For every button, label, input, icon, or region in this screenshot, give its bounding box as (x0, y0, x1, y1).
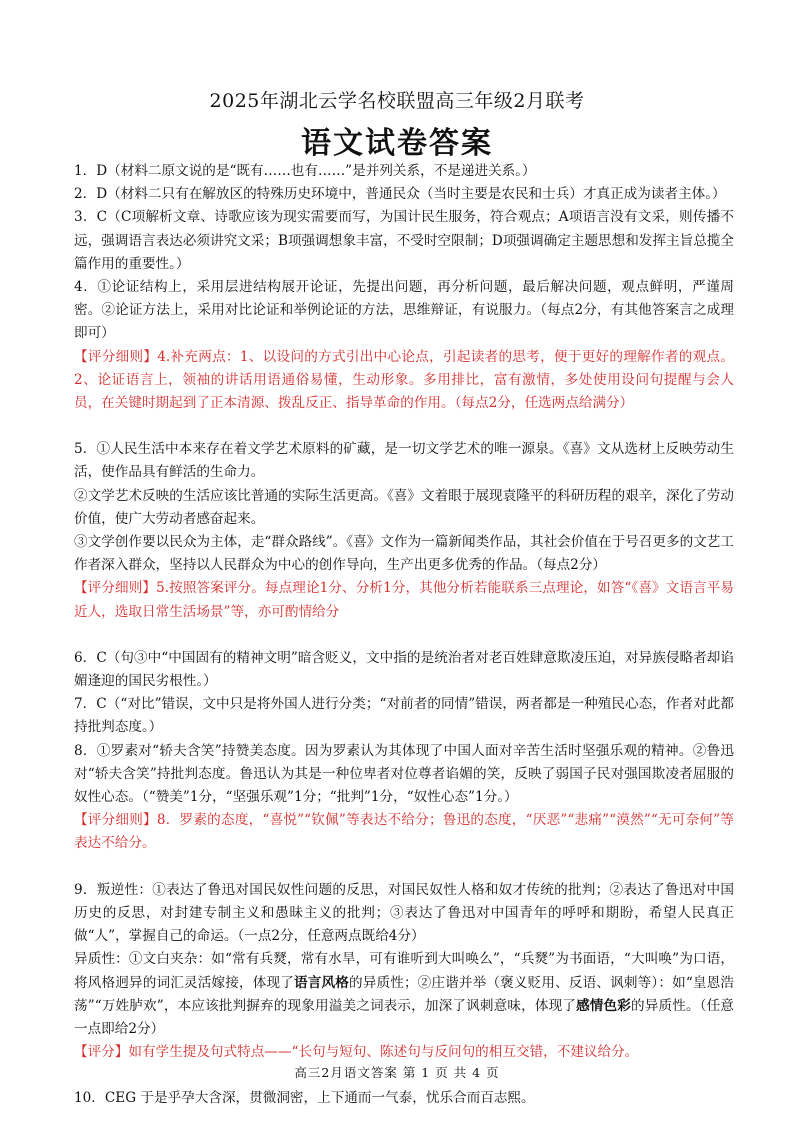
answer-9-heterogeneity (74, 948, 734, 1041)
answer-7: 7．C（“对比”错误，文中只是将外国人进行分类；“对前者的同情”错误，两者都是一种殖民心态，作者对此都持批判态度。） (74, 696, 734, 736)
answer-2: 2．D（材料二只有在解放区的特殊历史环境中，普通民众（当时主要是农民和士兵）才真正成为读者主体。） (74, 186, 726, 203)
emphasis-language-style: 语言风格 (293, 974, 349, 991)
answer-8: 8．①罗素对“轿夫含笑”持赞美态度。因为罗素认为其体现了中国人面对辛苦生活时坚强乐观的精神。②鲁迅对“轿夫含笑”持批判态度。鲁迅认为其是一种位卑者对位尊者谄媚的笑，反映了弱国子民对强国欺凌者屈服的奴性心态。（“赞美”1分，“坚强乐观”1分；“批判”1分，“奴性心态”1分。） (74, 742, 734, 806)
emphasis-emotional-color: 感情色彩 (576, 997, 632, 1014)
answer-1: 1．D（材料二原文说的是“既有……也有……”是并列关系，不是递进关系。） (74, 163, 536, 179)
scoring-note-8: 【评分细则】8．罗素的态度，“喜悦”“钦佩”等表达不给分；鲁迅的态度，“厌恶”“悲痛”“漠然”“无可奈何”等表达不给分。 (74, 812, 734, 852)
answer-6: 6．C（句③中“中国固有的精神文明”暗含贬义，文中指的是统治者对老百姓肆意欺凌压迫，对异族侵略者却谄媚逢迎的国民劣根性。） (74, 649, 734, 690)
document-heading: 语文试卷答案 (301, 126, 493, 161)
answer-5-point-3: ③文学创作要以民众为主体，走“群众路线”。《喜》文作为一篇新闻类作品，其社会价值在于号召更多的文艺工作者深入群众，坚持以人民群众为中心的创作导向，生产出更多优秀的作品。（每点2分） (74, 534, 734, 574)
page-footer: 高三2月语文答案 第 1 页 共 4 页 (294, 1065, 500, 1080)
answer-10: 10．CEG 于是乎孕大含深，贯微洞密，上下通而一气泰，忧乐合而百志熙。 (74, 1090, 535, 1107)
exam-title: 2025年湖北云学名校联盟高三年级2月联考 (209, 90, 585, 112)
answer-9-text: 异质性：①文白夹杂：如“常有兵燹，常有水旱，可有谁听到大叫唤么”，“兵燹”为书面语，“大叫唤”为口语，将风格迥异的词汇灵活嫁接，体现了 (74, 951, 734, 991)
answer-5-point-1: 5．①人民生活中本来存在着文学艺术原料的矿藏，是一切文学艺术的唯一源泉。《喜》文从选材上反映劳动生活，使作品具有鲜活的生命力。 (74, 441, 734, 481)
answer-body (74, 160, 734, 1111)
answer-5-point-2: ②文学艺术反映的生活应该比普通的实际生活更高。《喜》文着眼于展现袁隆平的科研历程的艰辛，深化了劳动价值，使广大劳动者感奋起来。 (74, 487, 734, 527)
scoring-note-4: 【评分细则】4.补充两点：1、以设问的方式引出中心论点，引起读者的思考，便于更好的理解作者的观点。2、论证语言上，领袖的讲话用语通俗易懂，生动形象。多用排比，富有激情，多处使用设问句提醒与会人员，在关键时期起到了正本清源、拨乱反正、指导革命的作用。（每点2分，任选两点给满分） (74, 348, 734, 412)
scoring-note-5: 【评分细则】5.按照答案评分。每点理论1分、分析1分，其他分析若能联系三点理论，如答“《喜》文语言平易近人，选取日常生活场景”等，亦可酌情给分 (74, 580, 734, 620)
answer-3: 3．C（C项解析文章、诗歌应该为现实需要而写，为国计民生服务，符合观点；A项语言没有文采，则传播不远，强调语言表达必须讲究文采；B项强调想象丰富，不受时空限制；D项强调确定主题思想和发挥主旨总揽全篇作用的重要性。） (74, 209, 734, 272)
spacer (74, 856, 734, 879)
spacer (74, 415, 734, 438)
scoring-note-9: 【评分】如有学生提及句式特点——“长句与短句、陈述句与反问句的相互交错，不建议给分。 (74, 1044, 639, 1061)
answer-9-text: 的异质性；②庄谐并举（褒义贬用、反语、讽刺等）：如“皇恩浩荡”“万姓胪欢”，本应该批判摒弃的现象用溢美之词表示，加深了讽刺意味，体现了 (74, 974, 735, 1014)
answer-4: 4．①论证结构上，采用层进结构展开论证，先提出问题，再分析问题，最后解决问题，观点鲜明，严谨周密。②论证方法上，采用对比论证和举例论证的方法，思维辩证，有说服力。（每点2分，有其他答案言之成理即可） (74, 279, 734, 342)
answer-9-text: 的异质性。（任意一点即给2分） (74, 997, 735, 1037)
answer-9-rebellion: 9．叛逆性：①表达了鲁迅对国民奴性问题的反思，对国民奴性人格和奴才传统的批判；②表达了鲁迅对中国历史的反思，对封建专制主义和愚昧主义的批判；③表达了鲁迅对中国青年的呼呼和期盼，希望人民真正做“人”，掌握自己的命运。（一点2分，任意两点既给4分） (74, 881, 734, 945)
spacer (74, 624, 734, 647)
